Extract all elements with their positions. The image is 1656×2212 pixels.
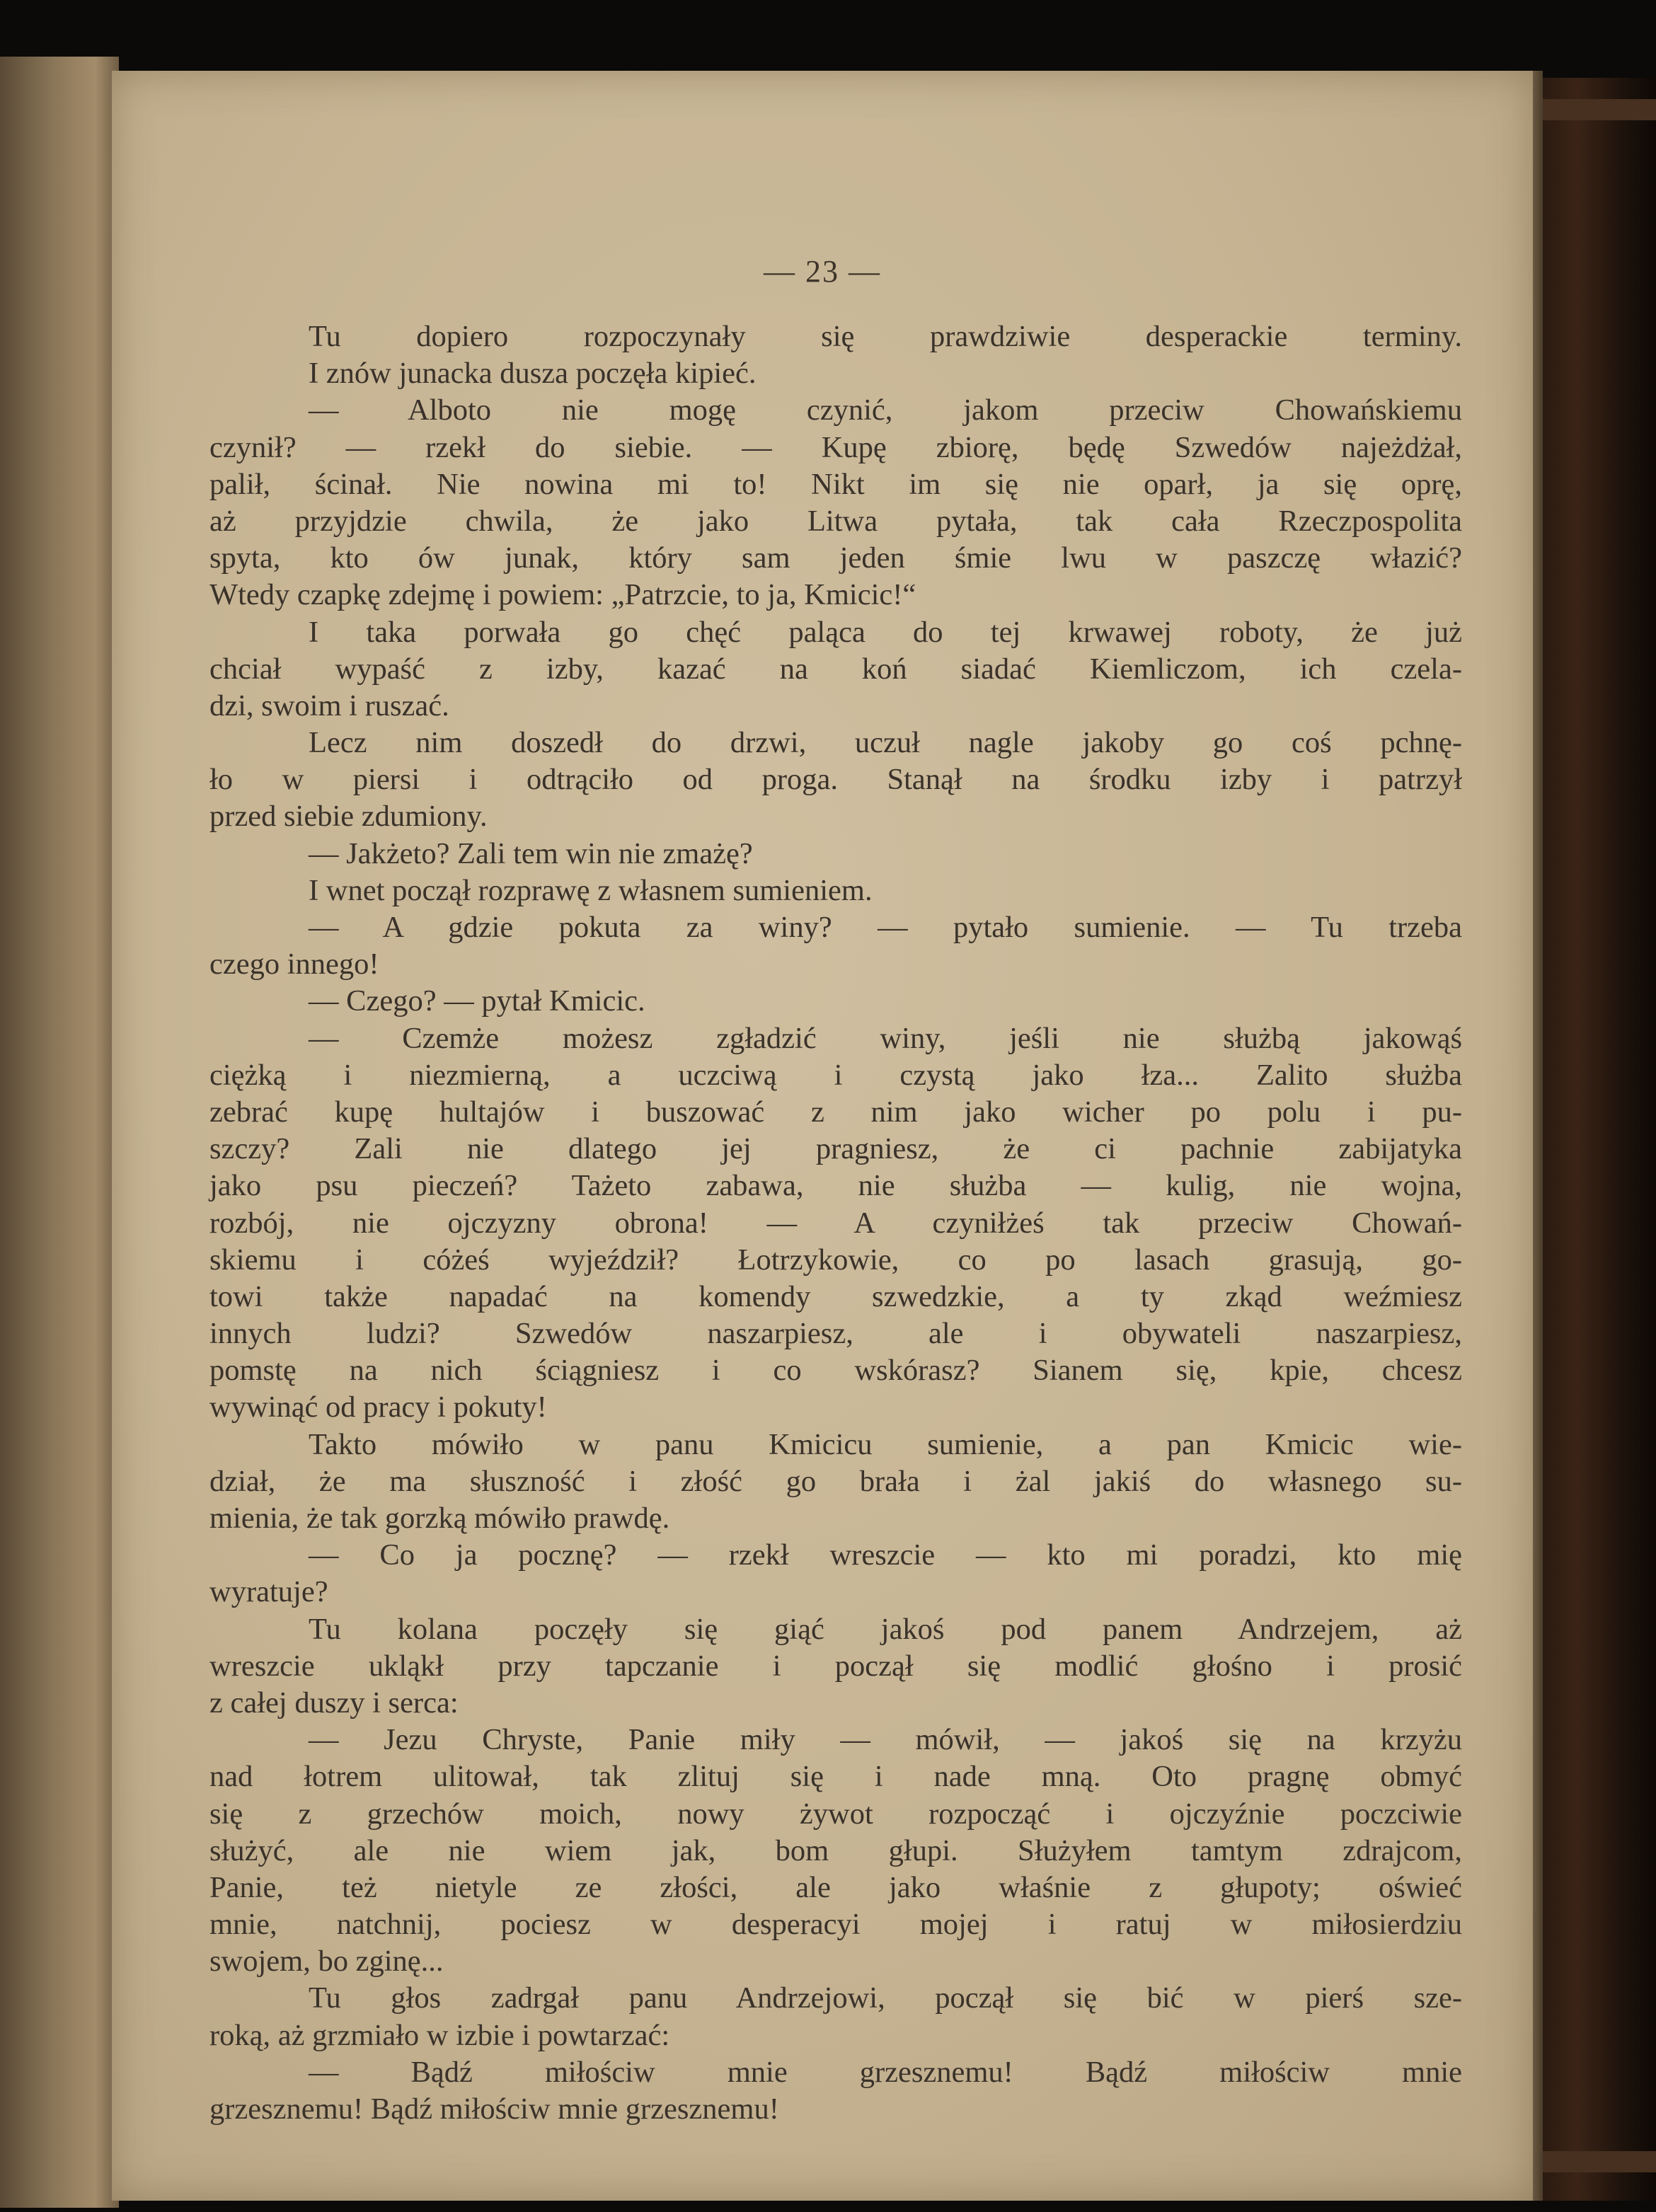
text-line: Panie, też nietyle ze złości, ale jako właśnie z głupoty; oświeć xyxy=(209,1870,1462,1904)
page-text xyxy=(209,318,1462,2128)
text-line: wywinąć od pracy i pokuty! xyxy=(209,1390,547,1424)
text-line: mienia, że tak gorzką mówiło prawdę. xyxy=(209,1502,670,1535)
text-line: z całej duszy i serca: xyxy=(209,1686,459,1720)
text-line: — Czemże możesz zgładzić winy, jeśli nie służbą jakowąś xyxy=(309,1021,1462,1055)
text-line: I wnet począł rozprawę z własnem sumieniem. xyxy=(309,873,873,907)
text-line: przed siebie zdumiony. xyxy=(209,800,488,834)
text-line: — Jakżeto? Zali tem win nie zmażę? xyxy=(309,836,753,870)
text-line: czego innego! xyxy=(209,947,379,981)
text-line: innych ludzi? Szwedów naszarpiesz, ale i obywateli naszarpiesz, xyxy=(209,1317,1462,1351)
text-line: chciał wypaść z izby, kazać na koń siadać Kiemliczom, ich czela- xyxy=(209,652,1462,686)
text-line: — Jezu Chryste, Panie miły — mówił, — jakoś się na krzyżu xyxy=(309,1723,1462,1757)
text-line: rozbój, nie ojczyzny obrona! — A czyniłżeś tak przeciw Chowań- xyxy=(209,1206,1462,1240)
book-spine xyxy=(1543,78,1656,2201)
text-line: Tu dopiero rozpoczynały się prawdziwie desperackie terminy. xyxy=(309,320,1462,353)
text-line: Takto mówiło w panu Kmicicu sumienie, a pan Kmicic wie- xyxy=(309,1427,1462,1461)
spine-band xyxy=(1543,99,1656,120)
text-line: wreszcie ukląkł przy tapczanie i począł się modlić głośno i prosić xyxy=(209,1649,1462,1683)
text-line: jako psu pieczeń? Tażeto zabawa, nie służba — kulig, nie wojna, xyxy=(209,1169,1462,1203)
text-line: pomstę na nich ściągniesz i co wskórasz? Sianem się, kpie, chcesz xyxy=(209,1354,1462,1388)
previous-page-edge xyxy=(0,57,119,2208)
text-line: mnie, natchnij, pociesz w desperacyi mojej i ratuj w miłosierdziu xyxy=(209,1908,1462,1942)
text-line: skiemu i cóżeś wyjeździł? Łotrzykowie, co po lasach grasują, go- xyxy=(209,1243,1462,1277)
text-line: dział, że ma słuszność i złość go brała i żal jakiś do własnego su- xyxy=(209,1464,1462,1498)
text-line: zebrać kupę hultajów i buszować z nim jako wicher po polu i pu- xyxy=(209,1095,1462,1129)
text-line: aż przyjdzie chwila, że jako Litwa pytała, tak cała Rzeczpospolita xyxy=(209,504,1462,538)
text-line: Lecz nim doszedł do drzwi, uczuł nagle jakoby go coś pchnę- xyxy=(309,726,1462,760)
text-line: palił, ścinał. Nie nowina mi to! Nikt im się nie oparł, ja się oprę, xyxy=(209,467,1462,501)
text-line: towi także napadać na komendy szwedzkie, a ty zkąd weźmiesz xyxy=(209,1279,1462,1313)
page-number: — 23 — xyxy=(764,254,881,289)
text-line: Wtedy czapkę zdejmę i powiem: „Patrzcie, to ja, Kmicic!“ xyxy=(209,578,916,612)
text-line: ło w piersi i odtrąciło od proga. Stanął na środku izby i patrzył xyxy=(209,763,1462,797)
text-line: spyta, kto ów junak, który sam jeden śmie lwu w paszczę włazić? xyxy=(209,541,1462,575)
text-line: grzesznemu! Bądź miłościw mnie grzesznemu! xyxy=(209,2092,779,2126)
text-line: Tu kolana poczęły się giąć jakoś pod panem Andrzejem, aż xyxy=(309,1612,1462,1646)
text-line: służyć, ale nie wiem jak, bom głupi. Służyłem tamtym zdrajcom, xyxy=(209,1833,1462,1867)
text-line: — Czego? — pytał Kmicic. xyxy=(309,984,645,1018)
text-line: — Co ja pocznę? — rzekł wreszcie — kto mi poradzi, kto mię xyxy=(309,1538,1462,1572)
text-line: się z grzechów moich, nowy żywot rozpocząć i ojczyźnie poczciwie xyxy=(209,1797,1462,1831)
text-line: roką, aż grzmiało w izbie i powtarzać: xyxy=(209,2018,670,2052)
text-line: — Alboto nie mogę czynić, jakom przeciw Chowańskiemu xyxy=(309,393,1462,427)
spine-band xyxy=(1543,2151,1656,2172)
text-line: — A gdzie pokuta za winy? — pytało sumienie. — Tu trzeba xyxy=(309,911,1462,944)
text-line: — Bądź miłościw mnie grzesznemu! Bądź miłościw mnie xyxy=(309,2055,1462,2089)
text-line: nad łotrem ulitował, tak zlituj się i nade mną. Oto pragnę obmyć xyxy=(209,1760,1462,1794)
text-line: czynił? — rzekł do siebie. — Kupę zbiorę, będę Szwedów najeżdżał, xyxy=(209,430,1462,464)
text-line: Tu głos zadrgał panu Andrzejowi, począł się bić w pierś sze- xyxy=(309,1981,1462,2015)
text-line: ciężką i niezmierną, a uczciwą i czystą jako łza... Zalito służba xyxy=(209,1058,1462,1092)
text-line: swojem, bo zginę... xyxy=(209,1945,444,1978)
text-line: I taka porwała go chęć paląca do tej krwawej roboty, że już xyxy=(309,615,1462,649)
text-line: wyratuje? xyxy=(209,1575,328,1609)
book-page xyxy=(112,71,1533,2201)
text-line: dzi, swoim i ruszać. xyxy=(209,689,449,722)
text-line: I znów junacka dusza poczęła kipieć. xyxy=(309,357,757,391)
text-line: szczy? Zali nie dlatego jej pragniesz, że ci pachnie zabijatyka xyxy=(209,1132,1462,1166)
